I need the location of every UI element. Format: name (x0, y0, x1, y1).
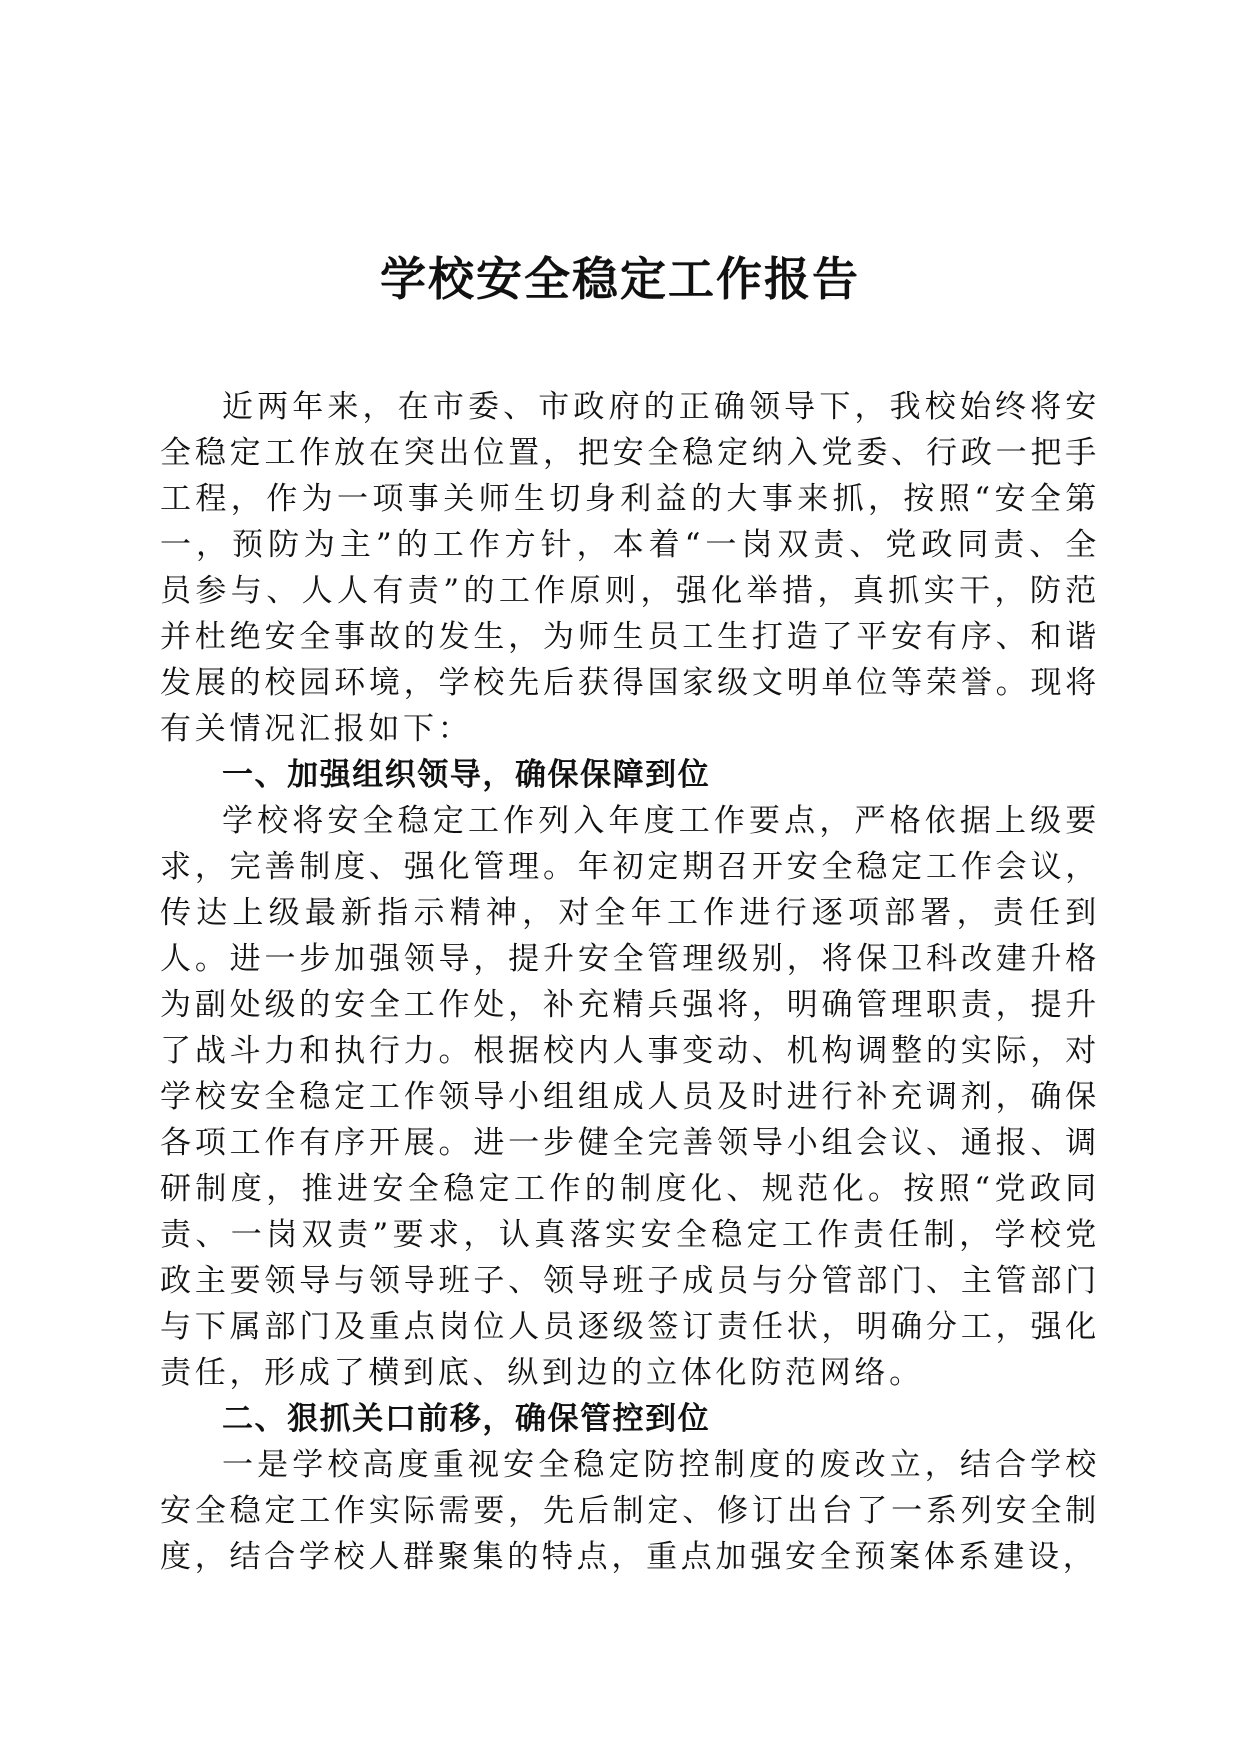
document-body (160, 384, 1100, 1580)
section-1-paragraph: 学校将安全稳定工作列入年度工作要点，严格依据上级要求，完善制度、强化管理。年初定期召开安全稳定工作会议，传达上级最新指示精神，对全年工作进行逐项部署，责任到人。进一步加强领导，提升安全管理级别，将保卫科改建升格为副处级的安全工作处，补充精兵强将，明确管理职责，提升了战斗力和执行力。根据校内人事变动、机构调整的实际，对学校安全稳定工作领导小组组成人员及时进行补充调剂，确保各项工作有序开展。进一步健全完善领导小组会议、通报、调研制度，推进安全稳定工作的制度化、规范化。按照“党政同责、一岗双责”要求，认真落实安全稳定工作责任制，学校党政主要领导与领导班子、领导班子成员与分管部门、主管部门与下属部门及重点岗位人员逐级签订责任状，明确分工，强化责任，形成了横到底、纵到边的立体化防范网络。 (160, 803, 1100, 1391)
intro-paragraph: 近两年来，在市委、市政府的正确领导下，我校始终将安全稳定工作放在突出位置，把安全稳定纳入党委、行政一把手工程，作为一项事关师生切身利益的大事来抓，按照“安全第一，预防为主”的工作方针，本着“一岗双责、党政同责、全员参与、人人有责”的工作原则，强化举措，真抓实干，防范并杜绝安全事故的发生，为师生员工生打造了平安有序、和谐发展的校园环境，学校先后获得国家级文明单位等荣誉。现将有关情况汇报如下： (160, 389, 1100, 747)
section-2-paragraph: 一是学校高度重视安全稳定防控制度的废改立，结合学校安全稳定工作实际需要，先后制定、修订出台了一系列安全制度，结合学校人群聚集的特点，重点加强安全预案体系建设， (160, 1447, 1100, 1575)
section-heading-1: 一、加强组织领导，确保保障到位 (222, 757, 711, 793)
section-heading-2: 二、狠抓关口前移，确保管控到位 (222, 1401, 711, 1437)
document-title: 学校安全稳定工作报告 (380, 252, 860, 306)
